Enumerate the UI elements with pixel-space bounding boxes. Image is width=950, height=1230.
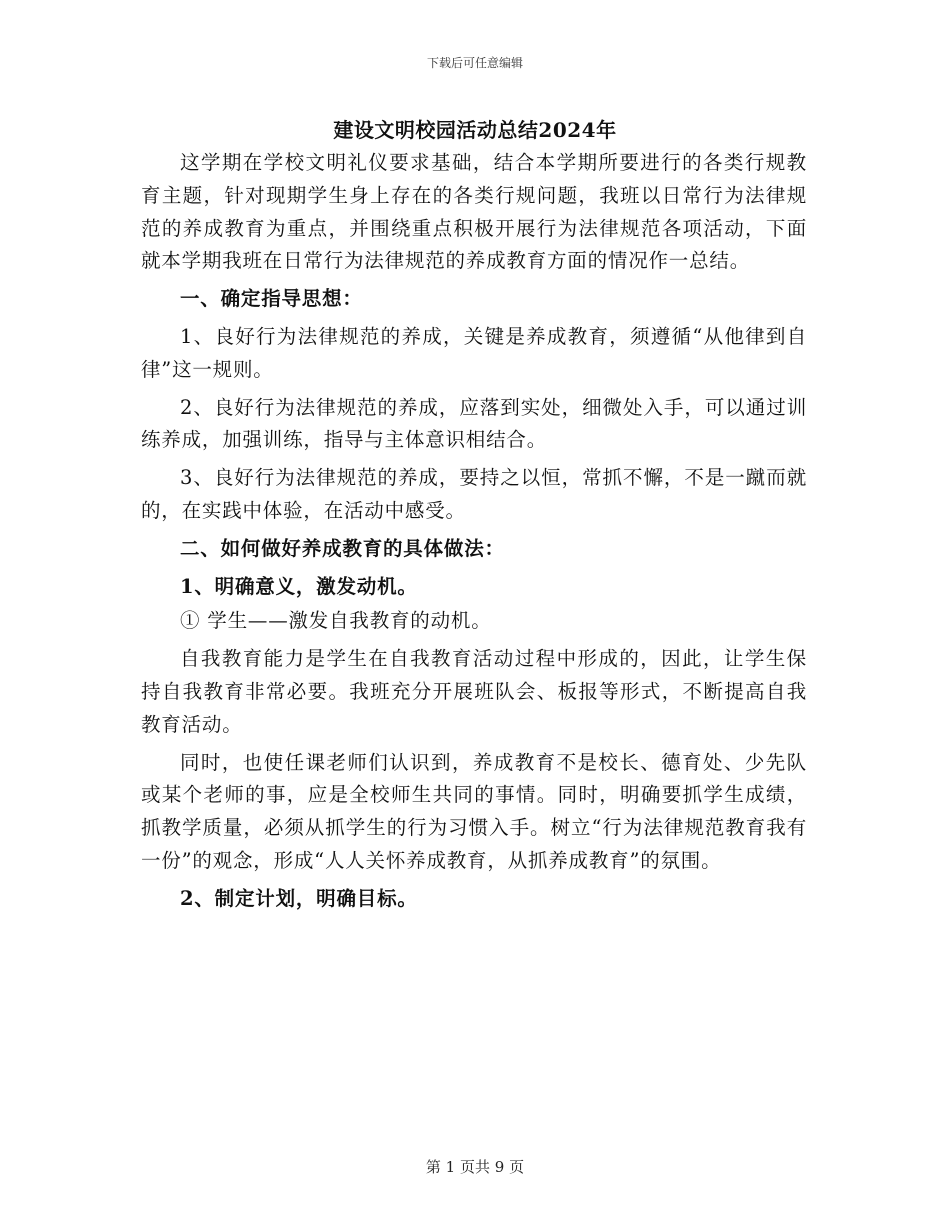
section-heading-1: 一、确定指导思想： — [180, 287, 363, 311]
header-note: 下载后可任意编辑 — [426, 56, 523, 70]
guideline-item-3: 3、良好行为法律规范的养成，要持之以恒，常抓不懈，不是一蹴而就的，在实践中体验，在活动中感受。 — [141, 466, 807, 522]
document-body — [141, 147, 807, 916]
guideline-item-2: 2、良好行为法律规范的养成，应落到实处，细微处入手，可以通过训练养成，加强训练，指导与主体意识相结合。 — [141, 395, 807, 452]
subheading-1: 1、明确意义，激发动机。 — [180, 574, 418, 598]
guideline-item-1: 1、良好行为法律规范的养成，关键是养成教育，须遵循“从他律到自律”这一规则。 — [141, 324, 807, 381]
subheading-2: 2、制定计划，明确目标。 — [180, 886, 418, 910]
page-number-footer: 第 1 页共 9 页 — [425, 1158, 525, 1176]
self-education-paragraph: 自我教育能力是学生在自我教育活动过程中形成的，因此，让学生保持自我教育非常必要。我班充分开展班队会、板报等形式，不断提高自我教育活动。 — [141, 647, 807, 736]
teachers-paragraph: 同时，也使任课老师们认识到，养成教育不是校长、德育处、少先队或某个老师的事，应是全校师生共同的事情。同时，明确要抓学生成绩，抓教学质量，必须从抓学生的行为习惯入手。树立“行为法律规范教育我有一份”的观念，形成“人人关怀养成教育，从抓养成教育”的氛围。 — [141, 750, 807, 872]
intro-paragraph: 这学期在学校文明礼仪要求基础，结合本学期所要进行的各类行规教育主题，针对现期学生身上存在的各类行规问题，我班以日常行为法律规范的养成教育为重点，并围绕重点积极开展行为法律规范各项活动，下面就本学期我班在日常行为法律规范的养成教育方面的情况作一总结。 — [141, 151, 807, 273]
section-heading-2: 二、如何做好养成教育的具体做法： — [180, 536, 505, 560]
list-item-circled-1: ① 学生——激发自我教育的动机。 — [180, 609, 492, 633]
document-title: 建设文明校园活动总结2024年 — [333, 118, 617, 142]
